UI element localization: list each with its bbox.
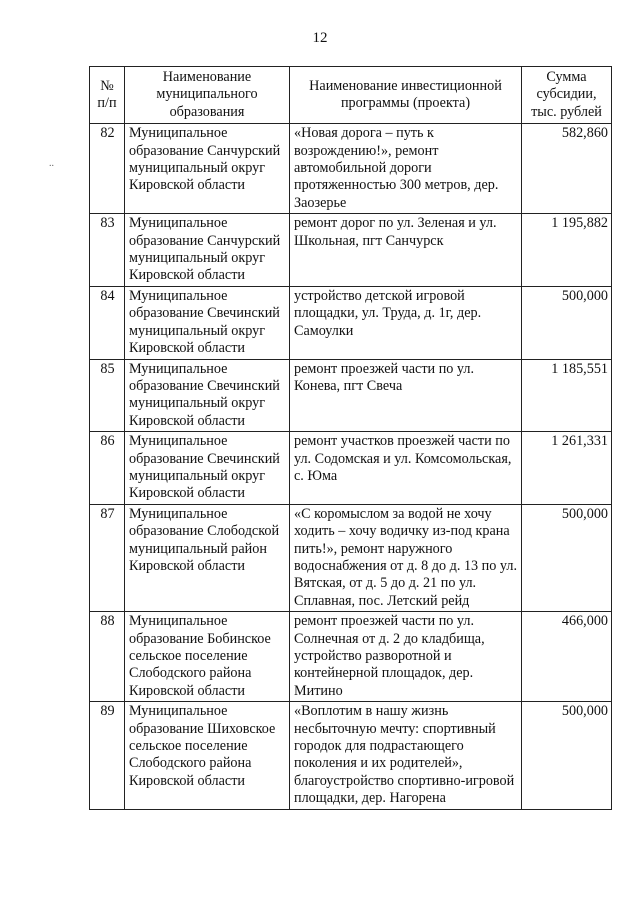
header-sum: Сумма субсидии, тыс. рублей	[522, 67, 612, 124]
table-row	[90, 359, 612, 432]
page-number: 12	[312, 30, 328, 46]
row-sum: 466,000	[522, 612, 612, 702]
table-row	[90, 214, 612, 287]
scan-mark: ..	[49, 158, 54, 169]
row-num: 88	[90, 612, 125, 702]
table-row	[90, 432, 612, 505]
header-municipality: Наименование муниципального образования	[125, 67, 290, 124]
row-sum: 1 185,551	[522, 359, 612, 432]
table-row	[90, 702, 612, 809]
row-program: «Воплотим в нашу жизнь несбыточную мечту: спортивный городок для подрастающего поколения и их родителей», благоустройство спортивно-игровой площадки, дер. Нагорена	[290, 702, 522, 809]
row-program: ремонт проезжей части по ул. Конева, пгт Свеча	[290, 359, 522, 432]
table-body	[90, 124, 612, 809]
row-num: 87	[90, 504, 125, 611]
row-num: 85	[90, 359, 125, 432]
row-sum: 1 261,331	[522, 432, 612, 505]
row-program: ремонт дорог по ул. Зеленая и ул. Школьная, пгт Санчурск	[290, 214, 522, 287]
header-program: Наименование инвестиционной программы (проекта)	[290, 67, 522, 124]
row-municipality: Муниципальное образование Шиховское сельское поселение Слободского района Кировской области	[125, 702, 290, 809]
row-municipality: Муниципальное образование Свечинский муниципальный округ Кировской области	[125, 432, 290, 505]
table-row	[90, 612, 612, 702]
subsidies-table	[89, 66, 612, 810]
row-num: 84	[90, 286, 125, 359]
row-program: ремонт участков проезжей части по ул. Содомская и ул. Комсомольская, с. Юма	[290, 432, 522, 505]
row-municipality: Муниципальное образование Свечинский муниципальный округ Кировской области	[125, 286, 290, 359]
row-program: «Новая дорога – путь к возрождению!», ремонт автомобильной дороги протяженностью 300 метров, дер. Заозерье	[290, 124, 522, 214]
header-num: № п/п	[90, 67, 125, 124]
row-sum: 500,000	[522, 286, 612, 359]
row-municipality: Муниципальное образование Слободской муниципальный район Кировской области	[125, 504, 290, 611]
row-sum: 500,000	[522, 504, 612, 611]
row-municipality: Муниципальное образование Бобинское сельское поселение Слободского района Кировской области	[125, 612, 290, 702]
row-num: 86	[90, 432, 125, 505]
row-municipality: Муниципальное образование Свечинский муниципальный округ Кировской области	[125, 359, 290, 432]
row-num: 89	[90, 702, 125, 809]
row-num: 82	[90, 124, 125, 214]
table-row	[90, 286, 612, 359]
row-municipality: Муниципальное образование Санчурский муниципальный округ Кировской области	[125, 214, 290, 287]
row-program: «С коромыслом за водой не хочу ходить – хочу водичку из-под крана пить!», ремонт наружного водоснабжения от д. 8 до д. 13 по ул. Вятская, от д. 5 до д. 21 по ул. Сплавная, пос. Летский рейд	[290, 504, 522, 611]
row-program: ремонт проезжей части по ул. Солнечная от д. 2 до кладбища, устройство разворотной и контейнерной площадок, дер. Митино	[290, 612, 522, 702]
row-municipality: Муниципальное образование Санчурский муниципальный округ Кировской области	[125, 124, 290, 214]
table-row	[90, 504, 612, 611]
row-sum: 500,000	[522, 702, 612, 809]
row-sum: 1 195,882	[522, 214, 612, 287]
table-header-row	[90, 67, 612, 124]
row-program: устройство детской игровой площадки, ул. Труда, д. 1г, дер. Самоулки	[290, 286, 522, 359]
row-sum: 582,860	[522, 124, 612, 214]
table-row	[90, 124, 612, 214]
row-num: 83	[90, 214, 125, 287]
